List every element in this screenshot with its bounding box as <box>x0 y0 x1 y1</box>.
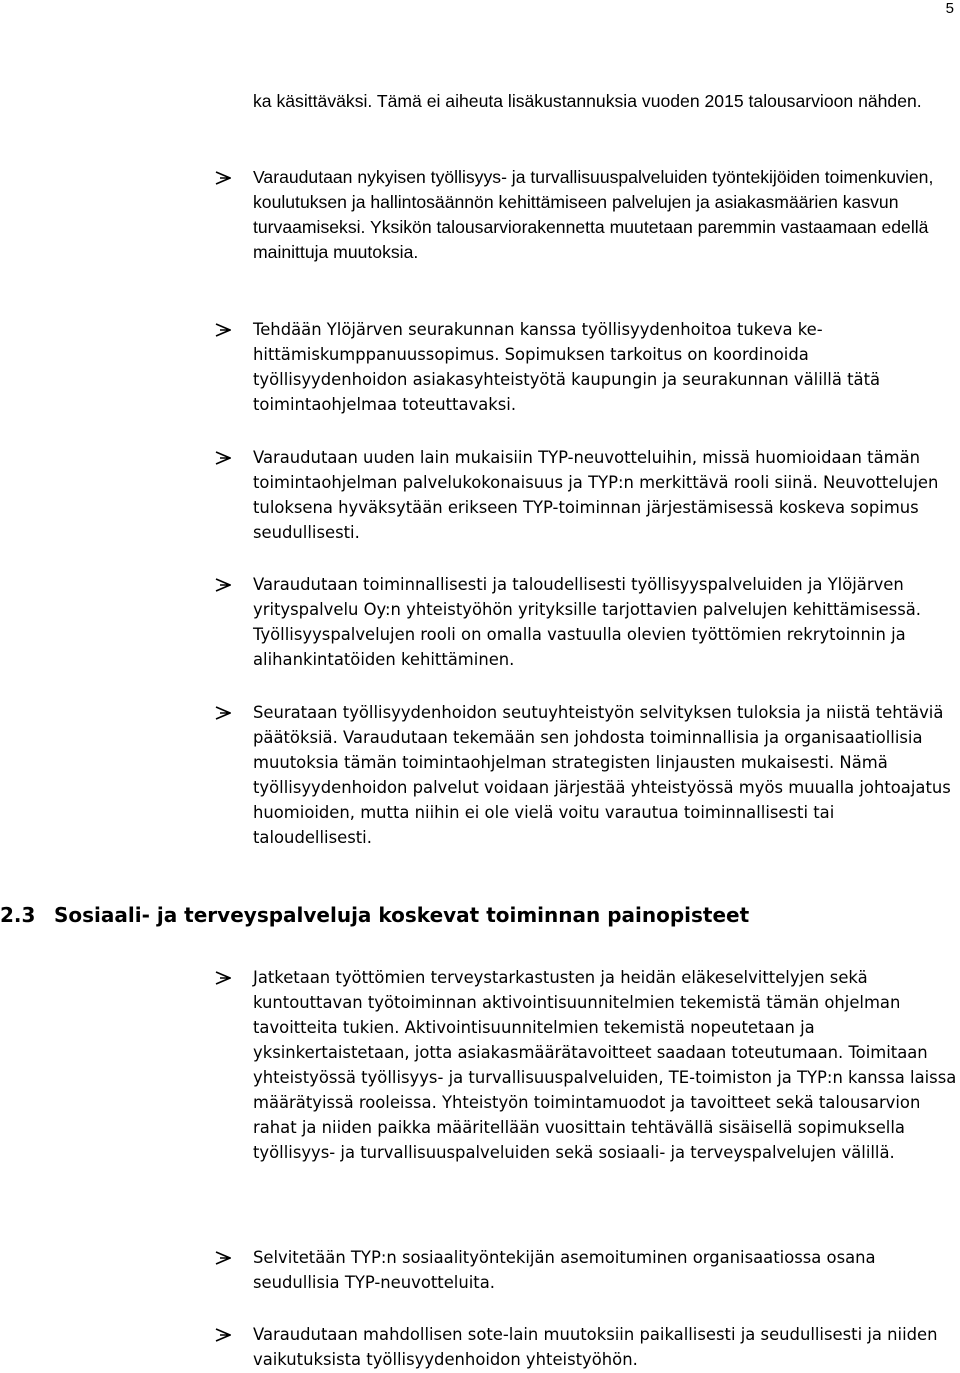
section-title: Sosiaali- ja terveyspalveluja koskevat toiminnan painopisteet <box>54 903 750 927</box>
list-item <box>215 165 960 265</box>
list-item <box>215 965 960 1165</box>
list-item-text: Varaudutaan mahdollisen sote-lain muutoksiin paikallisesti ja seudullisesti ja niiden vaikutuksista työllisyydenhoidon yhteistyöhön. <box>253 1325 938 1369</box>
continuation-paragraph: ka käsittäväksi. Tämä ei aiheuta lisäkustannuksia vuoden 2015 talousarvioon nähden. <box>253 91 922 111</box>
arrowhead-bullet-icon <box>215 572 253 597</box>
list-item <box>215 1322 960 1372</box>
arrowhead-bullet-icon <box>215 445 253 470</box>
list-item-text: Jatketaan työttömien terveystarkastusten ja heidän eläkeselvittelyjen sekä kuntouttavan työtoiminnan aktivointisuunnitelmien tekemistä tämän ohjelman tavoitteita tukien. Aktivointisuunnitelmien tekemistä nopeutetaan ja yksinkertaistetaan, jotta asiakasmäärätavoitteet saadaan toteutumaan. Toimitaan yhteistyössä työllisyys- ja turvallisuuspalveluiden, TE-toimiston ja TYP:n kanssa laissa määrätyissä rooleissa. Yhteistyön toimintamuodot ja tavoitteet sekä talousarvion rahat ja niiden paikka määritellään vuosittain tehtävällä sisäisellä sopimuksella työllisyys- ja turvallisuuspalveluiden sekä sosiaali- ja terveyspalvelujen välillä. <box>253 968 957 1162</box>
arrowhead-bullet-icon <box>215 1322 253 1347</box>
list-item-text: Selvitetään TYP:n sosiaalityöntekijän asemoituminen organisaatiossa osana seudullisia TYP-neuvotteluita. <box>253 1248 876 1292</box>
list-item <box>215 572 960 672</box>
arrowhead-bullet-icon <box>215 1245 253 1270</box>
list-item <box>215 445 960 545</box>
arrowhead-bullet-icon <box>215 700 253 725</box>
list-item <box>215 317 960 417</box>
list-item-text: Seurataan työllisyydenhoidon seutuyhteistyön selvityksen tuloksia ja niistä tehtäviä päätöksiä. Varaudutaan tekemään sen johdosta toiminnallisia ja organisaatiollisia muutoksia tämän toimintaohjelman strategisten linjausten mukaisesti. Nämä työllisyydenhoidon palvelut voidaan järjestää yhteistyössä myös muualla johtoajatus huomioiden, mutta niihin ei ole vielä voitu varautua toiminnallisesti tai taloudellisesti. <box>253 703 951 847</box>
page-number: 5 <box>945 0 954 17</box>
arrowhead-bullet-icon <box>215 165 253 190</box>
list-item-text: Varaudutaan toiminnallisesti ja taloudellisesti työllisyyspalveluiden ja Ylöjärven yrityspalvelu Oy:n yhteistyöhön yrityksille tarjottavien palvelujen kehittämisessä. Työllisyyspalvelujen rooli on omalla vastuulla olevien työttömien rekrytoinnin ja alihankintatöiden kehittäminen. <box>253 575 921 669</box>
list-item <box>215 1245 960 1295</box>
list-item-text: Varaudutaan uuden lain mukaisiin TYP-neuvotteluihin, missä huomioidaan tämän toimintaohjelman palvelukokonaisuus ja TYP:n merkittävä rooli siinä. Neuvottelujen tuloksena hyväksytään erikseen TYP-toiminnan järjestämisessä koskeva sopimus seudullisesti. <box>253 448 939 542</box>
section-heading <box>0 900 960 930</box>
arrowhead-bullet-icon <box>215 317 253 342</box>
arrowhead-bullet-icon <box>215 965 253 990</box>
section-number: 2.3 <box>0 903 36 927</box>
list-item <box>215 700 960 850</box>
list-item-text: Varaudutaan nykyisen työllisyys- ja turvallisuuspalveluiden työntekijöiden toimenkuvien, koulutuksen ja hallintosäännön kehittämiseen palvelujen ja asiakasmäärien kasvun turvaamiseksi. Yksikön talousarviorakennetta muutetaan paremmin vastaamaan edellä mainittuja muutoksia. <box>253 167 934 262</box>
list-item-text: Tehdään Ylöjärven seurakunnan kanssa työllisyydenhoitoa tukeva kehittämiskumppanuussopimus. Sopimuksen tarkoitus on koordinoida työllisyydenhoidon asiakasyhteistyötä kaupungin ja seurakunnan välillä tätä toimintaohjelmaa toteuttavaksi. <box>253 320 881 414</box>
